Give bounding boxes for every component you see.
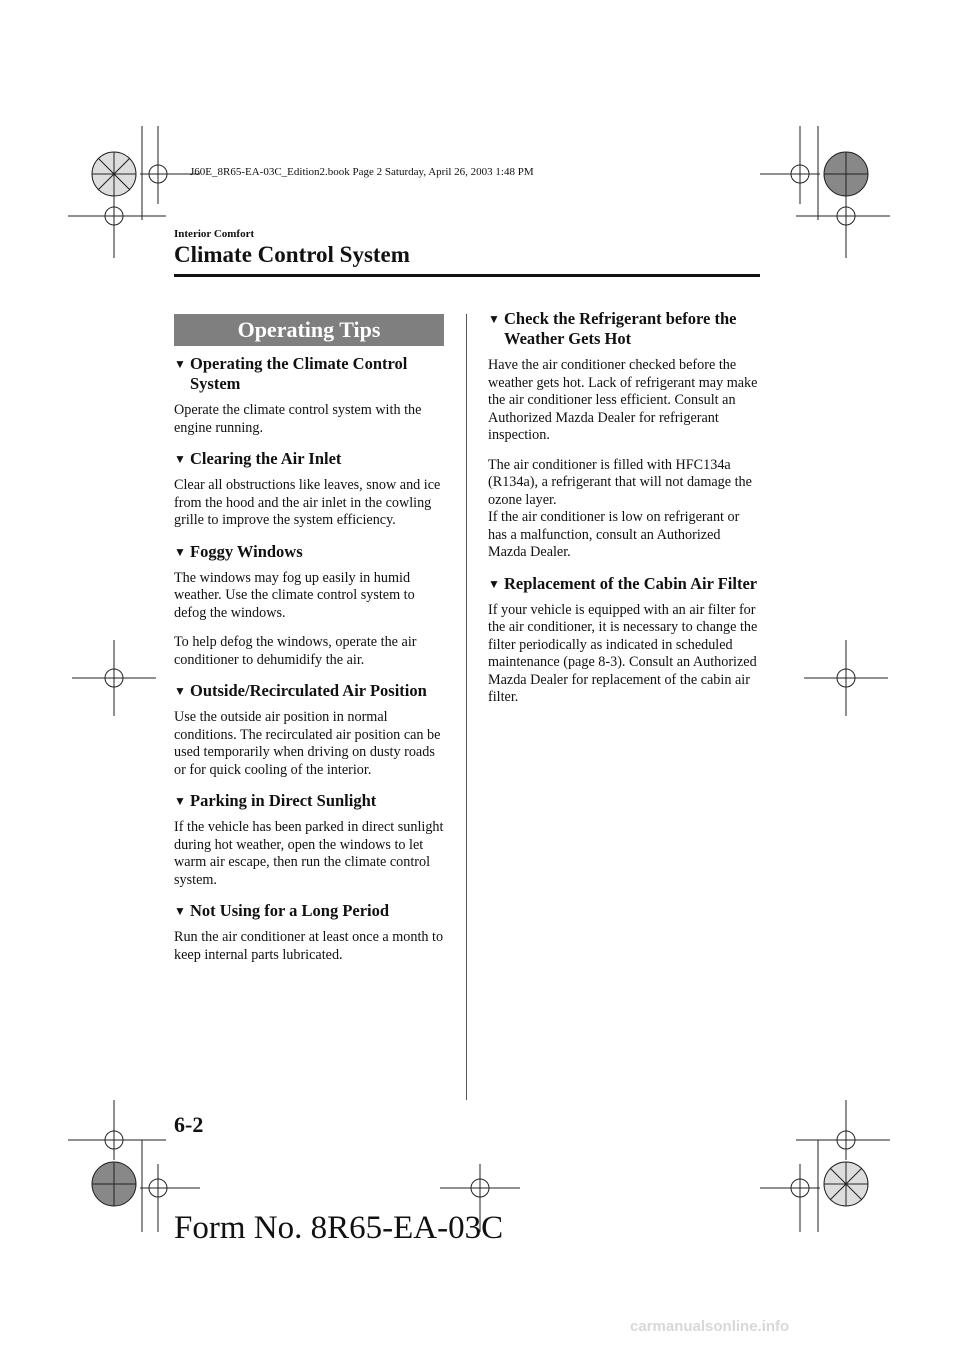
tip-section (174, 542, 446, 670)
tip-heading: Check the Refrigerant before the Weather Gets Hot (504, 309, 737, 348)
right-column (488, 309, 760, 719)
tip-section (174, 449, 446, 530)
tip-section (488, 309, 760, 562)
form-number: Form No. 8R65-EA-03C (174, 1210, 504, 1246)
tip-heading: Foggy Windows (190, 541, 303, 561)
tip-paragraph: To help defog the windows, operate the air conditioner to dehumidify the air. (174, 634, 417, 668)
crosshair-target (760, 1164, 820, 1232)
triangle-bullet-icon: ▼ (174, 684, 186, 698)
tip-paragraph: The windows may fog up easily in humid weather. Use the climate control system to defog the windows. (174, 569, 415, 621)
tip-paragraph: The air conditioner is filled with HFC134a (R134a), a refrigerant that will not damage the ozone layer. If the air conditioner is low on refrigerant or has a malfunction, consult an Authorized Mazda Dealer. (488, 456, 752, 560)
watermark: carmanualsonline.info (630, 1318, 790, 1335)
page-number: 6-2 (174, 1112, 204, 1137)
tip-heading: Clearing the Air Inlet (190, 449, 342, 468)
section-label: Interior Comfort (174, 228, 255, 240)
triangle-bullet-icon: ▼ (174, 904, 186, 918)
crosshair-target (72, 1100, 132, 1160)
tip-paragraph: Have the air conditioner checked before the weather gets hot. Lack of refrigerant may make the air conditioner less efficient. Consult an Authorized Mazda Dealer for refrigerant inspection. (488, 357, 758, 443)
crosshair-target (760, 126, 820, 204)
tip-section (174, 791, 446, 889)
print-header: J60E_8R65-EA-03C_Edition2.book Page 2 Saturday, April 26, 2003 1:48 PM (190, 166, 534, 178)
tip-heading: Outside/Recirculated Air Position (190, 681, 427, 700)
operating-tips-banner: Operating Tips (174, 314, 444, 346)
tip-paragraph: If your vehicle is equipped with an air filter for the air conditioner, it is necessary to change the filter periodically as indicated in scheduled maintenance (page 8-3). Consult an Authorized Mazda Dealer for replacement of the cabin air filter. (488, 601, 758, 705)
spoke-wheel-top-right (824, 152, 868, 196)
triangle-bullet-icon: ▼ (174, 357, 186, 371)
crosshair-target (804, 640, 888, 716)
page-title: Climate Control System (174, 242, 410, 267)
tip-section (174, 681, 446, 779)
column-divider (466, 314, 467, 1100)
triangle-bullet-icon: ▼ (174, 544, 186, 559)
title-rule (174, 274, 760, 277)
triangle-bullet-icon: ▼ (488, 576, 500, 591)
tip-heading: Not Using for a Long Period (190, 901, 390, 920)
spoke-wheel-top-left (92, 152, 136, 196)
left-column (174, 354, 446, 976)
tip-section (174, 354, 446, 437)
tip-heading: Parking in Direct Sunlight (190, 791, 377, 810)
crosshair-target (72, 196, 132, 258)
tip-paragraph: If the vehicle has been parked in direct sunlight during hot weather, open the windows to let warm air escape, then run the climate control system. (174, 819, 444, 888)
tip-section (488, 574, 760, 707)
tip-paragraph: Clear all obstructions like leaves, snow and ice from the hood and the air inlet in the cowling grille to improve the system efficiency. (174, 477, 441, 528)
triangle-bullet-icon: ▼ (174, 452, 186, 466)
crosshair-target (826, 1100, 888, 1160)
triangle-bullet-icon: ▼ (488, 312, 500, 326)
tip-heading: Replacement of the Cabin Air Filter (504, 573, 758, 593)
tip-paragraph: Operate the climate control system with the engine running. (174, 402, 422, 436)
spoke-wheel-bottom-right (824, 1162, 868, 1206)
triangle-bullet-icon: ▼ (174, 794, 186, 808)
tip-paragraph: Use the outside air position in normal conditions. The recirculated air position can be used temporarily when driving on dusty roads or for quick cooling of the interior. (174, 709, 441, 778)
crosshair-target (140, 126, 200, 204)
tip-heading: Operating the Climate Control System (190, 354, 408, 393)
crosshair-target (72, 640, 156, 716)
tip-paragraph: Run the air conditioner at least once a month to keep internal parts lubricated. (174, 929, 444, 963)
spoke-wheel-bottom-left (92, 1162, 136, 1206)
crosshair-target (826, 196, 888, 258)
tip-section (174, 901, 446, 964)
